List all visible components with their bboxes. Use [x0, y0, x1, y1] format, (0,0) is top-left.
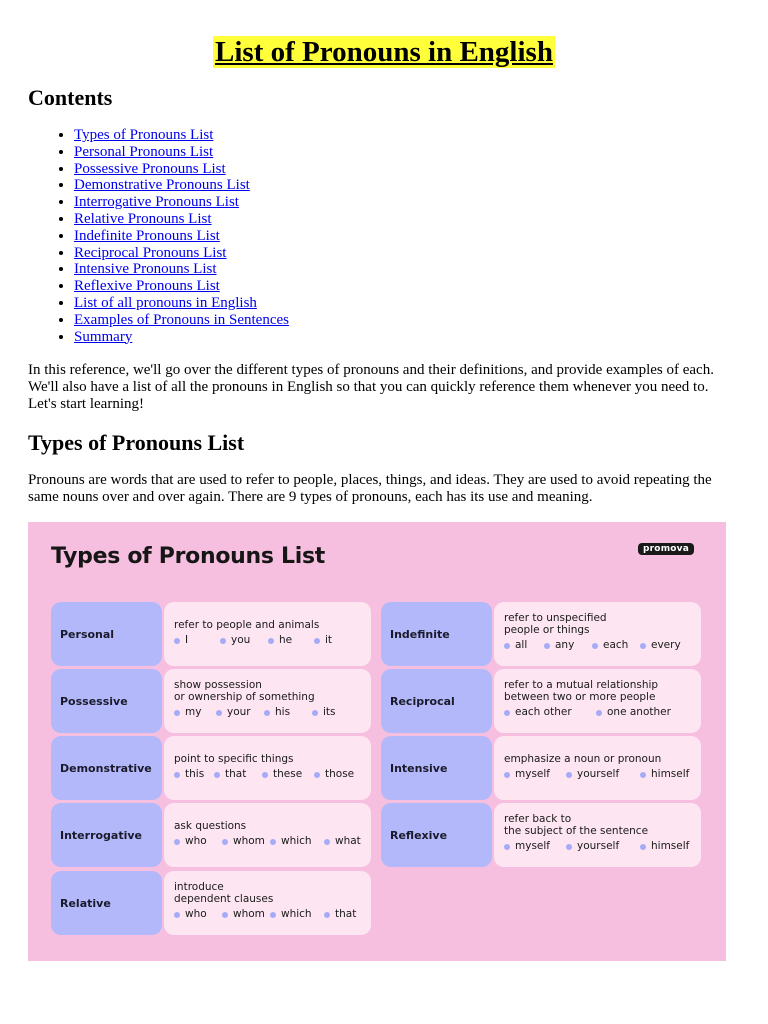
- bullet-dot-icon: [220, 638, 226, 644]
- example-pronoun: [566, 768, 640, 781]
- example-pronoun: [222, 835, 270, 848]
- toc-item: [74, 194, 289, 211]
- description-text: point to specific things: [174, 753, 294, 765]
- bullet-dot-icon: [222, 912, 228, 918]
- example-text: each other: [515, 706, 572, 718]
- toc-item: [74, 245, 289, 262]
- table-of-contents: [28, 127, 289, 345]
- description-text: ask questions: [174, 820, 247, 832]
- example-text: any: [555, 639, 575, 651]
- example-pronoun: [312, 706, 336, 719]
- intro-paragraph: In this reference, we'll go over the different types of pronouns and their definitions, and provide examples of each. We'll also have a list of all the pronouns in English so that you can quickly reference them whenever you need to. Let's start learning!: [28, 362, 714, 412]
- pronouns-infographic: [28, 522, 726, 961]
- toc-item: [74, 211, 289, 228]
- bullet-dot-icon: [504, 643, 510, 649]
- example-pronoun: [504, 639, 544, 652]
- toc-link[interactable]: Demonstrative Pronouns List: [74, 177, 250, 194]
- example-text: who: [185, 908, 207, 920]
- pronoun-type-label: Personal: [51, 602, 162, 666]
- example-pronoun: [174, 634, 220, 647]
- toc-link[interactable]: Types of Pronouns List: [74, 127, 214, 143]
- toc-item: [74, 329, 289, 346]
- description-text: show possession or ownership of something: [174, 679, 315, 703]
- example-text: his: [275, 706, 291, 718]
- example-pronoun: [264, 706, 312, 719]
- example-pronoun: [596, 706, 671, 719]
- example-pronoun: [270, 908, 324, 921]
- description-text: introduce dependent clauses: [174, 881, 274, 905]
- contents-heading: Contents: [28, 85, 113, 110]
- pronoun-type-row: [51, 736, 373, 800]
- example-pronoun: [640, 768, 689, 781]
- example-text: whom: [233, 908, 265, 920]
- example-text: what: [335, 835, 361, 847]
- example-pronoun: [566, 840, 640, 853]
- pronoun-type-label: Reciprocal: [381, 669, 492, 733]
- example-text: one another: [607, 706, 671, 718]
- pronoun-type-label: Reflexive: [381, 803, 492, 867]
- example-pronoun: [640, 639, 681, 652]
- toc-item: [74, 312, 289, 329]
- pronoun-type-row: [51, 602, 373, 666]
- pronoun-type-row: [381, 736, 703, 800]
- toc-item: [74, 278, 289, 295]
- example-list: [504, 706, 691, 719]
- example-pronoun: [504, 840, 566, 853]
- pronoun-type-description: [164, 669, 371, 733]
- pronoun-type-label: Possessive: [51, 669, 162, 733]
- example-text: those: [325, 768, 355, 780]
- bullet-dot-icon: [174, 638, 180, 644]
- description-text: emphasize a noun or pronoun: [504, 753, 662, 765]
- example-pronoun: [262, 768, 314, 781]
- bullet-dot-icon: [504, 710, 510, 716]
- bullet-dot-icon: [640, 772, 646, 778]
- bullet-dot-icon: [566, 844, 572, 850]
- pronoun-type-label: Interrogative: [51, 803, 162, 867]
- pronoun-type-description: [164, 871, 371, 935]
- example-text: yourself: [577, 768, 620, 780]
- example-text: himself: [651, 768, 690, 780]
- bullet-dot-icon: [504, 772, 510, 778]
- toc-link[interactable]: List of all pronouns in English: [74, 294, 257, 311]
- bullet-dot-icon: [314, 638, 320, 644]
- pronoun-type-row: [51, 669, 373, 733]
- example-text: each: [603, 639, 629, 651]
- bullet-dot-icon: [314, 772, 320, 778]
- example-text: every: [651, 639, 681, 651]
- description-text: refer to people and animals: [174, 619, 320, 631]
- example-list: [504, 768, 691, 781]
- pronoun-type-description: [164, 602, 371, 666]
- example-text: that: [335, 908, 357, 920]
- example-text: these: [273, 768, 303, 780]
- bullet-dot-icon: [174, 912, 180, 918]
- bullet-dot-icon: [640, 844, 646, 850]
- toc-item: [74, 161, 289, 178]
- pronoun-type-row: [381, 803, 703, 867]
- example-pronoun: [222, 908, 270, 921]
- pronoun-type-row: [51, 803, 373, 867]
- example-text: yourself: [577, 840, 620, 852]
- toc-link[interactable]: Indefinite Pronouns List: [74, 227, 220, 244]
- example-pronoun: [640, 840, 689, 853]
- pronoun-type-label: Demonstrative: [51, 736, 162, 800]
- bullet-dot-icon: [592, 643, 598, 649]
- bullet-dot-icon: [222, 839, 228, 845]
- description-text: refer back to the subject of the sentence: [504, 813, 649, 837]
- example-pronoun: [220, 634, 268, 647]
- toc-link[interactable]: Reflexive Pronouns List: [74, 278, 220, 295]
- bullet-dot-icon: [544, 643, 550, 649]
- bullet-dot-icon: [504, 844, 510, 850]
- example-list: [174, 908, 361, 921]
- pronoun-type-row: [381, 602, 703, 666]
- toc-link[interactable]: Relative Pronouns List: [74, 210, 212, 227]
- pronoun-type-label: Relative: [51, 871, 162, 935]
- bullet-dot-icon: [268, 638, 274, 644]
- bullet-dot-icon: [214, 772, 220, 778]
- bullet-dot-icon: [596, 710, 602, 716]
- description-text: refer to unspecified people or things: [504, 612, 607, 636]
- example-text: I: [185, 634, 189, 646]
- types-paragraph: Pronouns are words that are used to refer to people, places, things, and ideas. They are used to avoid repeating the same nouns over and over again. There are 9 types of pronouns, each has its use and meaning.: [28, 472, 712, 505]
- toc-link[interactable]: Intensive Pronouns List: [74, 261, 217, 278]
- example-pronoun: [592, 639, 640, 652]
- example-list: [504, 639, 691, 652]
- pronoun-type-description: [494, 736, 701, 800]
- example-text: you: [231, 634, 251, 646]
- toc-link[interactable]: Personal Pronouns List: [74, 143, 214, 160]
- pronoun-type-description: [164, 803, 371, 867]
- description-text: refer to a mutual relationship between two or more people: [504, 679, 659, 703]
- bullet-dot-icon: [324, 912, 330, 918]
- pronoun-type-row: [381, 669, 703, 733]
- example-text: which: [281, 835, 312, 847]
- example-pronoun: [544, 639, 592, 652]
- example-list: [174, 768, 361, 781]
- bullet-dot-icon: [174, 839, 180, 845]
- toc-link[interactable]: Reciprocal Pronouns List: [74, 244, 227, 261]
- toc-link[interactable]: Possessive Pronouns List: [74, 160, 226, 177]
- example-text: whom: [233, 835, 265, 847]
- example-text: your: [227, 706, 251, 718]
- pronoun-type-label: Intensive: [381, 736, 492, 800]
- bullet-dot-icon: [174, 710, 180, 716]
- example-text: this: [185, 768, 205, 780]
- example-text: which: [281, 908, 312, 920]
- bullet-dot-icon: [264, 710, 270, 716]
- example-text: himself: [651, 840, 690, 852]
- bullet-dot-icon: [174, 772, 180, 778]
- pronoun-type-description: [494, 602, 701, 666]
- example-text: myself: [515, 768, 550, 780]
- infographic-title: Types of Pronouns List: [51, 544, 326, 569]
- example-text: my: [185, 706, 202, 718]
- bullet-dot-icon: [270, 839, 276, 845]
- bullet-dot-icon: [270, 912, 276, 918]
- pronoun-type-description: [494, 803, 701, 867]
- bullet-dot-icon: [216, 710, 222, 716]
- toc-item: [74, 261, 289, 278]
- example-text: all: [515, 639, 528, 651]
- bullet-dot-icon: [640, 643, 646, 649]
- bullet-dot-icon: [312, 710, 318, 716]
- example-pronoun: [504, 706, 596, 719]
- example-pronoun: [174, 706, 216, 719]
- example-pronoun: [174, 835, 222, 848]
- example-pronoun: [314, 634, 332, 647]
- pronoun-type-description: [494, 669, 701, 733]
- pronoun-type-label: Indefinite: [381, 602, 492, 666]
- example-text: who: [185, 835, 207, 847]
- example-list: [174, 706, 361, 719]
- example-text: that: [225, 768, 247, 780]
- toc-link[interactable]: Summary: [74, 328, 133, 345]
- example-pronoun: [174, 768, 214, 781]
- example-pronoun: [214, 768, 262, 781]
- example-pronoun: [314, 768, 354, 781]
- example-pronoun: [268, 634, 314, 647]
- pronoun-type-description: [164, 736, 371, 800]
- example-list: [504, 840, 691, 853]
- example-list: [174, 835, 361, 848]
- example-text: he: [279, 634, 293, 646]
- example-pronoun: [324, 835, 361, 848]
- toc-item: [74, 177, 289, 194]
- example-pronoun: [216, 706, 264, 719]
- promova-logo: promova: [638, 543, 694, 555]
- example-pronoun: [270, 835, 324, 848]
- bullet-dot-icon: [566, 772, 572, 778]
- toc-link[interactable]: Interrogative Pronouns List: [74, 194, 239, 211]
- page-title: List of Pronouns in English: [215, 36, 553, 68]
- pronoun-type-row: [51, 871, 373, 935]
- bullet-dot-icon: [262, 772, 268, 778]
- article: [28, 0, 740, 505]
- example-text: it: [325, 634, 333, 646]
- toc-link[interactable]: Examples of Pronouns in Sentences: [74, 311, 289, 328]
- example-pronoun: [504, 768, 566, 781]
- example-pronoun: [324, 908, 356, 921]
- example-text: its: [323, 706, 336, 718]
- toc-item: [74, 127, 289, 144]
- example-list: [174, 634, 361, 647]
- toc-item: [74, 295, 289, 312]
- example-text: myself: [515, 840, 550, 852]
- example-pronoun: [174, 908, 222, 921]
- types-heading: Types of Pronouns List: [28, 430, 245, 455]
- toc-item: [74, 144, 289, 161]
- bullet-dot-icon: [324, 839, 330, 845]
- toc-item: [74, 228, 289, 245]
